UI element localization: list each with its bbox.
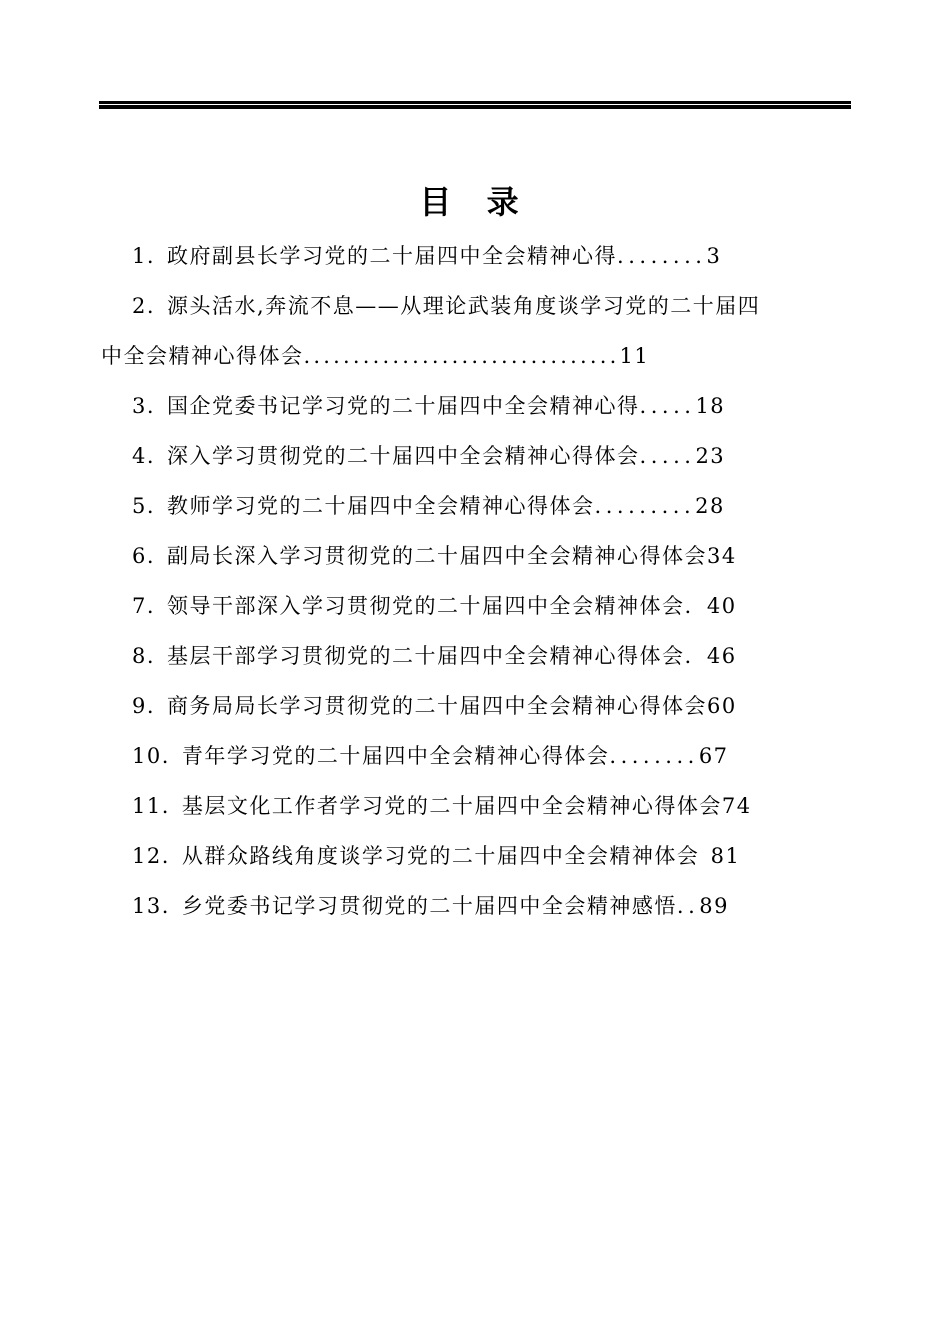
toc-entry-8[interactable]	[132, 636, 737, 676]
toc-entry-11[interactable]	[132, 786, 752, 826]
toc-title: 目 录	[419, 183, 531, 221]
toc-entry-13[interactable]	[132, 886, 729, 926]
entry-title: 领导干部深入学习贯彻党的二十届四中全会精神体会	[167, 594, 685, 618]
toc-entry-3[interactable]	[132, 386, 725, 426]
entry-page: 74	[721, 794, 752, 818]
entry-leader: ..	[676, 894, 700, 918]
entry-number: 4.	[132, 444, 156, 468]
entry-title: 基层文化工作者学习党的二十届四中全会精神心得体会	[181, 794, 722, 818]
entry-page: 46	[706, 644, 737, 668]
toc-entry-1[interactable]	[132, 236, 721, 276]
entry-leader: .	[684, 644, 707, 668]
toc-entry-4[interactable]	[132, 436, 725, 476]
toc-entry-5[interactable]	[132, 486, 725, 526]
entry-number: 7.	[132, 594, 156, 618]
entry-number: 10.	[132, 744, 170, 768]
entry-leader	[699, 844, 710, 868]
toc-entry-7[interactable]	[132, 586, 737, 626]
entry-leader: .....	[639, 444, 696, 468]
header-rule-thick	[99, 105, 851, 109]
entry-title: 青年学习党的二十届四中全会精神心得体会	[181, 744, 610, 768]
entry-page: 3	[706, 244, 722, 268]
entry-page: 89	[699, 894, 729, 918]
entry-leader: .........	[594, 494, 696, 518]
entry-page: 11	[619, 344, 650, 368]
entry-page: 23	[695, 444, 726, 468]
entry-number: 1.	[132, 244, 156, 268]
entry-title: 教师学习党的二十届四中全会精神心得体会	[167, 494, 595, 518]
toc-entry-10[interactable]	[132, 736, 729, 776]
entry-title: 国企党委书记学习党的二十届四中全会精神心得	[167, 394, 640, 418]
entry-number: 3.	[132, 394, 156, 418]
entry-page: 18	[695, 394, 726, 418]
entry-number: 12.	[132, 844, 170, 868]
entry-page: 34	[707, 544, 737, 568]
entry-leader: ................................	[303, 344, 620, 368]
toc-entry-9[interactable]	[132, 686, 737, 726]
entry-title: 副局长深入学习贯彻党的二十届四中全会精神心得体会	[167, 544, 708, 568]
entry-number: 8.	[132, 644, 156, 668]
entry-number: 2.	[132, 294, 156, 318]
toc-entry-2-continued[interactable]	[101, 336, 649, 376]
entry-number: 9.	[132, 694, 156, 718]
entry-page: 60	[707, 694, 737, 718]
entry-title: 深入学习贯彻党的二十届四中全会精神心得体会	[167, 444, 640, 468]
entry-number: 11.	[132, 794, 170, 818]
entry-title: 从群众路线角度谈学习党的二十届四中全会精神体会	[181, 844, 700, 868]
entry-leader: .....	[639, 394, 696, 418]
entry-page: 67	[698, 744, 729, 768]
entry-page: 81	[710, 844, 741, 868]
entry-title: 基层干部学习贯彻党的二十届四中全会精神心得体会	[167, 644, 685, 668]
toc-entry-6[interactable]	[132, 536, 737, 576]
entry-page: 28	[695, 494, 725, 518]
entry-page: 40	[706, 594, 737, 618]
header-rule-thin	[99, 101, 851, 104]
entry-title: 政府副县长学习党的二十届四中全会精神心得	[167, 244, 618, 268]
entry-number: 6.	[132, 544, 156, 568]
entry-number: 5.	[132, 494, 156, 518]
toc-entry-2[interactable]	[132, 286, 760, 326]
entry-leader: ........	[617, 244, 707, 268]
entry-number: 13.	[132, 894, 170, 918]
toc-entry-12[interactable]	[132, 836, 740, 876]
entry-title-continued: 中全会精神心得体会	[101, 344, 304, 368]
entry-leader: .	[684, 594, 707, 618]
entry-title: 商务局局长学习贯彻党的二十届四中全会精神心得体会	[167, 694, 708, 718]
entry-title: 乡党委书记学习贯彻党的二十届四中全会精神感悟	[181, 894, 677, 918]
entry-title: 源头活水,奔流不息——从理论武装角度谈学习党的二十届四	[167, 294, 761, 318]
entry-leader: ........	[609, 744, 699, 768]
